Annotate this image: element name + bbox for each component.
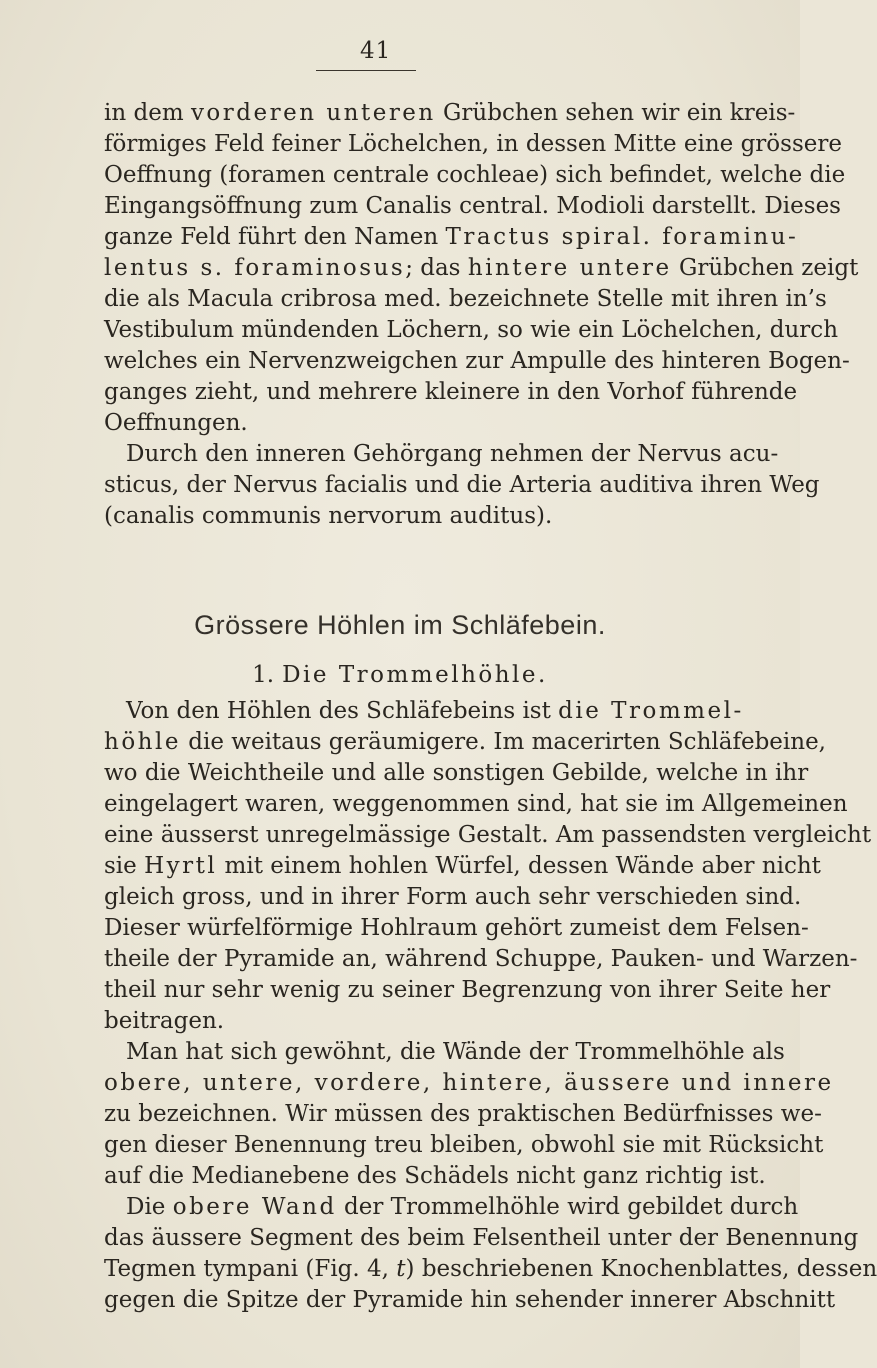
text-line: gegen die Spitze der Pyramide hin sehender innerer Abschnitt xyxy=(104,1287,836,1313)
text-line: Eingangsöffnung zum Canalis central. Modioli darstellt. Dieses xyxy=(104,193,841,219)
text-line: wo die Weichtheile und alle sonstigen Gebilde, welche in ihr xyxy=(104,760,809,786)
text-line: Oeffnungen. xyxy=(104,410,248,436)
text-line: obere, untere, vordere, hintere, äussere und innere xyxy=(104,1070,834,1096)
text-line: sie Hyrtl mit einem hohlen Würfel, dessen Wände aber nicht xyxy=(104,853,821,879)
text-line: beitragen. xyxy=(104,1008,225,1034)
text-line: lentus s. foraminosus; das hintere untere Grübchen zeigt xyxy=(104,255,859,281)
subsection-heading xyxy=(0,662,800,688)
spaced-term: vorderen unteren xyxy=(190,100,436,126)
text-line: Durch den inneren Gehörgang nehmen der Nervus acu- xyxy=(126,441,779,467)
paragraph-block-2 xyxy=(104,696,877,1316)
subsection-number: 1. xyxy=(252,662,275,688)
text-line: Vestibulum mündenden Löchern, so wie ein Löchelchen, durch xyxy=(104,317,839,343)
spaced-term: hintere untere xyxy=(467,255,672,281)
spaced-term: lentus s. foraminosus xyxy=(104,255,406,281)
text-line: zu bezeichnen. Wir müssen des praktischen Bedürfnisses we- xyxy=(104,1101,822,1127)
text-line: ganges zieht, und mehrere kleinere in den Vorhof führende xyxy=(104,379,798,405)
spaced-term: Tractus spiral. foraminu- xyxy=(445,224,799,250)
paragraph-block-1 xyxy=(104,98,859,532)
text-line: sticus, der Nervus facialis und die Arteria auditiva ihren Weg xyxy=(104,472,820,498)
spaced-term: die Trommel- xyxy=(558,698,744,724)
text-line: Die obere Wand der Trommelhöhle wird gebildet durch xyxy=(126,1194,799,1220)
text-line: Von den Höhlen des Schläfebeins ist die Trommel- xyxy=(126,698,744,724)
text-line: gen dieser Benennung treu bleiben, obwohl sie mit Rücksicht xyxy=(104,1132,824,1158)
text-line: eine äusserst unregelmässige Gestalt. Am passendsten vergleicht xyxy=(104,822,872,848)
text-line: das äussere Segment des beim Felsentheil unter der Benennung xyxy=(104,1225,859,1251)
text-line: welches ein Nervenzweigchen zur Ampulle des hinteren Bogen- xyxy=(104,348,850,374)
text-line: Man hat sich gewöhnt, die Wände der Trommelhöhle als xyxy=(126,1039,785,1065)
spaced-term: Hyrtl xyxy=(144,853,218,879)
spaced-term: höhle xyxy=(104,729,181,755)
subsection-title: Die Trommelhöhle. xyxy=(282,662,548,688)
spaced-term: obere Wand xyxy=(172,1194,337,1220)
text-line: Oeffnung (foramen centrale cochleae) sich befindet, welche die xyxy=(104,162,846,188)
text-line: in dem vorderen unteren Grübchen sehen wir ein kreis- xyxy=(104,100,796,126)
text-line: Tegmen tympani (Fig. 4, t) beschriebenen Knochenblattes, dessen xyxy=(104,1256,877,1282)
text-line: Dieser würfelförmige Hohlraum gehört zumeist dem Felsen- xyxy=(104,915,809,941)
text-line: höhle die weitaus geräumigere. Im macerirten Schläfebeine, xyxy=(104,729,826,755)
text-line: theil nur sehr wenig zu seiner Begrenzung von ihrer Seite her xyxy=(104,977,831,1003)
text-line: auf die Medianebene des Schädels nicht ganz richtig ist. xyxy=(104,1163,766,1189)
text-line: die als Macula cribrosa med. bezeichnete Stelle mit ihren in’s xyxy=(104,286,827,312)
header-rule xyxy=(316,70,416,71)
text-line: ganze Feld führt den Namen Tractus spiral. foraminu- xyxy=(104,224,799,250)
text-line: förmiges Feld feiner Löchelchen, in dessen Mitte eine grössere xyxy=(104,131,842,157)
page-number: 41 xyxy=(360,38,392,64)
text-line: (canalis communis nervorum auditus). xyxy=(104,503,553,529)
text-line: eingelagert waren, weggenommen sind, hat sie im Allgemeinen xyxy=(104,791,848,817)
section-heading: Grössere Höhlen im Schläfebein. xyxy=(194,610,606,640)
text-line: theile der Pyramide an, während Schuppe, Pauken- und Warzen- xyxy=(104,946,858,972)
text-line: gleich gross, und in ihrer Form auch sehr verschieden sind. xyxy=(104,884,802,910)
figure-letter: t xyxy=(396,1256,406,1282)
